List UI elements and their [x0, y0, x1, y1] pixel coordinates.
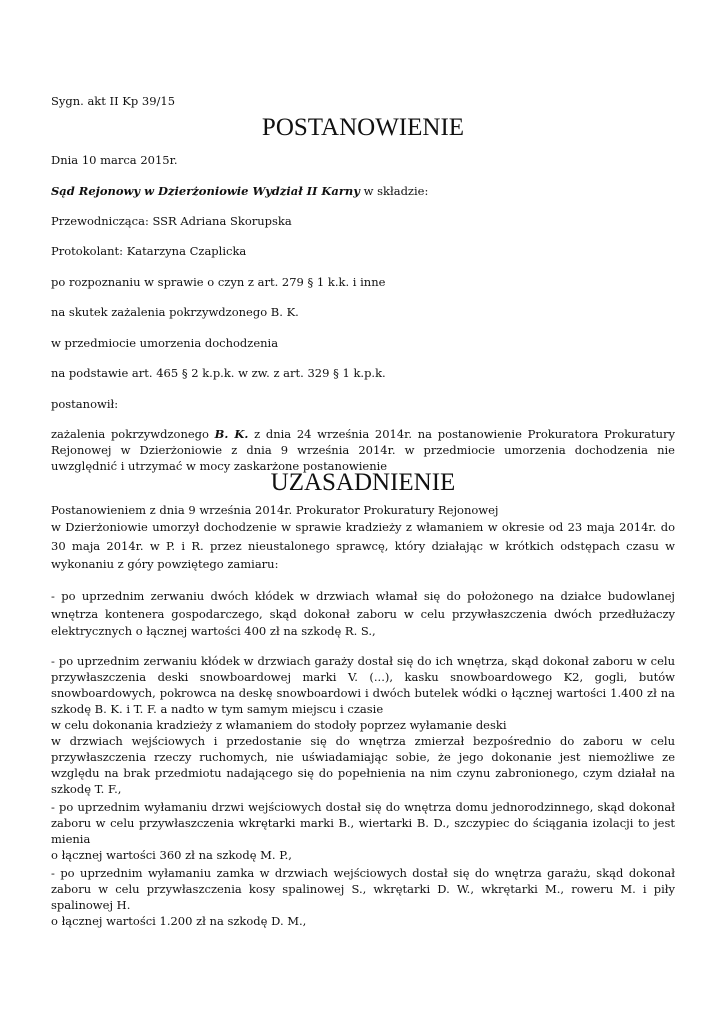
decided-line: postanowił:	[51, 397, 119, 411]
justification-title: UZASADNIENIE	[270, 469, 456, 496]
justification-p3-a: - po uprzednim zerwaniu kłódek w drzwiach garaży dostał się do ich wnętrza, skąd dokonał zaboru w celu przywłaszczenia deski snowboardowej marki V. (...), kasku snowboardowego K2, gogli, butów snowboardowych, pokrowca na deskę snowboardowi i dwóch butelek wódki o łącznej wartości 1.400 zł na szkodę B. K. i T. F. a nadto w tym samym miejscu i czasie	[51, 654, 675, 716]
court-composition	[51, 183, 675, 199]
decision-title: POSTANOWIENIE	[261, 114, 465, 141]
clerk-line: Protokolant: Katarzyna Czaplicka	[51, 244, 247, 258]
justification-p5-a: - po uprzednim wyłamaniu zamka w drzwiach wejściowych dostał się do wnętrza garażu, skąd dokonał zaboru w celu przywłaszczenia kosy spalinowej S., wkrętarki D. W., wkrętarki M., roweru M. i piły spalinowej H.	[51, 866, 675, 912]
justification-p1-line1: Postanowieniem z dnia 9 września 2014r. Prokurator Prokuratury Rejonowej	[51, 503, 499, 517]
decision-date: Dnia 10 marca 2015r.	[51, 153, 178, 167]
justification-p3-c: w drzwiach wejściowych i przedostanie się do wnętrza zmierzał bezpośrednio do zaboru w celu przywłaszczenia rzeczy ruchomych, nie uświadamiając sobie, że jego dokonanie jest niemożliwe ze względu na brak przedmiotu nadającego się do popełnienia na nim czynu zabronionego, czym działał na szkodę T. F.,	[51, 734, 675, 796]
case-signature: Sygn. akt II Kp 39/15	[51, 94, 176, 108]
justification-paragraph-5	[51, 865, 675, 929]
subject-line: w przedmiocie umorzenia dochodzenia	[51, 336, 279, 350]
ruling-name: B. K.	[214, 427, 249, 441]
legal-basis-line: na podstawie art. 465 § 2 k.p.k. w zw. z art. 329 § 1 k.p.k.	[51, 366, 386, 380]
justification-p3-b: w celu dokonania kradzieży z włamaniem do stodoły poprzez wyłamanie deski	[51, 718, 507, 732]
chair-line: Przewodnicząca: SSR Adriana Skorupska	[51, 214, 292, 228]
justification-paragraph-1	[51, 502, 675, 574]
justification-p5-b: o łącznej wartości 1.200 zł na szkodę D. M.,	[51, 914, 307, 928]
court-suffix: w składzie:	[359, 184, 429, 198]
justification-p4-a: - po uprzednim wyłamaniu drzwi wejściowych dostał się do wnętrza domu jednorodzinnego, skąd dokonał zaboru w celu przywłaszczenia wkrętarki marki B., wiertarki B. D., szczypiec do ściągania izolacji to jest mienia	[51, 800, 675, 846]
justification-paragraph-2: - po uprzednim zerwaniu dwóch kłódek w drzwiach włamał się do położonego na działce budowlanej wnętrza kontenera gospodarczego, skąd dokonał zaboru w celu przywłaszczenia dwóch przedłużaczy elektrycznych o łącznej wartości 400 zł na szkodę R. S.,	[51, 589, 675, 638]
ruling-after: z dnia 24 września 2014r. na postanowienie Prokuratora Prokuratury Rejonowej w Dzierżoniowie z dnia 9 września 2014r. w przedmiocie umorzenia dochodzenia nie uwzględnić i utrzymać w mocy zaskarżone postanowienie	[51, 427, 675, 473]
justification-paragraph-3	[51, 653, 675, 797]
justification-p1-rest: w Dzierżoniowie umorzył dochodzenie w sprawie kradzieży z włamaniem w okresie od 23 maja 2014r. do 30 maja 2014r. w P. i R. przez nieustalonego sprawcę, który działając w krótkich odstępach czasu w wykonaniu z góry powziętego zamiaru:	[51, 520, 675, 571]
court-name: Sąd Rejonowy w Dzierżoniowie Wydział II Karny	[51, 184, 360, 198]
ruling-paragraph	[51, 426, 675, 474]
justification-paragraph-4	[51, 799, 675, 863]
complaint-line: na skutek zażalenia pokrzywdzonego B. K.	[51, 305, 299, 319]
ruling-before: zażalenia pokrzywdzonego	[51, 427, 215, 441]
case-line: po rozpoznaniu w sprawie o czyn z art. 279 § 1 k.k. i inne	[51, 275, 386, 289]
justification-p4-b: o łącznej wartości 360 zł na szkodę M. P.,	[51, 848, 292, 862]
